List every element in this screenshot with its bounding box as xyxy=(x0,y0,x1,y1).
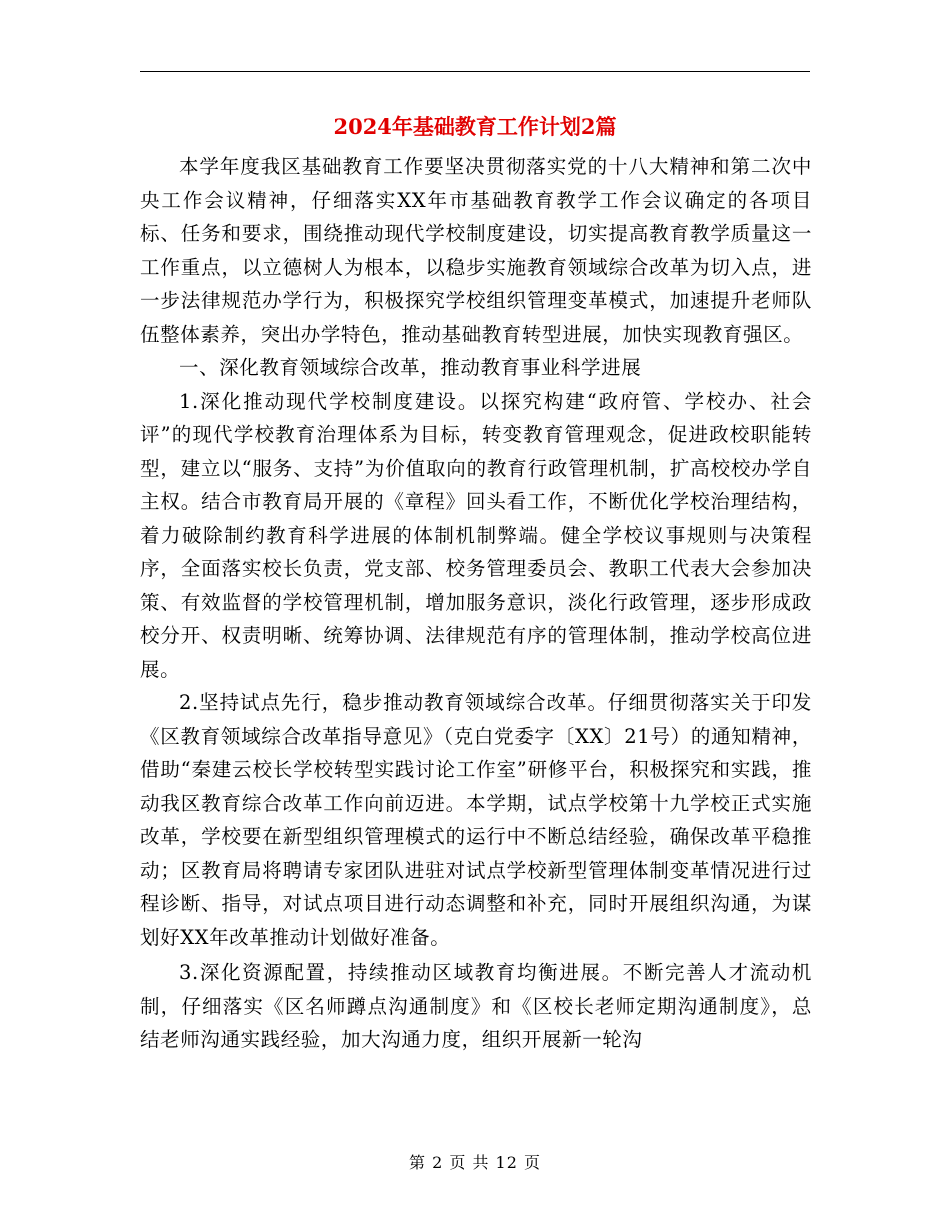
document-title: 2024年基础教育工作计划2篇 xyxy=(333,114,617,139)
paragraph-item-3: 3.深化资源配置，持续推动区域教育均衡进展。不断完善人才流动机制，仔细落实《区名师蹲点沟通制度》和《区校长老师定期沟通制度》，总结老师沟通实践经验，加大沟通力度，组织开展新一轮沟 xyxy=(140,961,812,1051)
page-footer: 第 2 页 共 12 页 xyxy=(409,1153,541,1172)
document-body xyxy=(140,150,812,1057)
section-heading-1: 一、深化教育领域综合改革，推动教育事业科学进展 xyxy=(179,356,642,379)
paragraph-item-2: 2.坚持试点先行，稳步推动教育领域综合改革。仔细贯彻落实关于印发《区教育领域综合改革指导意见》（克白党委字〔XX〕21号）的通知精神，借助“秦建云校长学校转型实践讨论工作室”研修平台，积极探究和实践，推动我区教育综合改革工作向前迈进。本学期，试点学校第十九学校正式实施改革，学校要在新型组织管理模式的运行中不断总结经验，确保改革平稳推动；区教育局将聘请专家团队进驻对试点学校新型管理体制变革情况进行过程诊断、指导，对试点项目进行动态调整和补充，同时开展组织沟通，为谋划好XX年改革推动计划做好准备。 xyxy=(140,691,812,949)
paragraph-item-1: 1.深化推动现代学校制度建设。以探究构建“政府管、学校办、社会评”的现代学校教育治理体系为目标，转变教育管理观念，促进政校职能转型，建立以“服务、支持”为价值取向的教育行政管理机制，扩高校校办学自主权。结合市教育局开展的《章程》回头看工作，不断优化学校治理结构，着力破除制约教育科学进展的体制机制弊端。健全学校议事规则与决策程序，全面落实校长负责，党支部、校务管理委员会、教职工代表大会参加决策、有效监督的学校管理机制，增加服务意识，淡化行政管理，逐步形成政校分开、权责明晰、统筹协调、法律规范有序的管理体制，推动学校高位进展。 xyxy=(140,389,812,681)
header-rule xyxy=(140,71,810,72)
paragraph-intro: 本学年度我区基础教育工作要坚决贯彻落实党的十八大精神和第二次中央工作会议精神，仔细落实XX年市基础教育教学工作会议确定的各项目标、任务和要求，围绕推动现代学校制度建设，切实提高教育教学质量这一工作重点，以立德树人为根本，以稳步实施教育领域综合改革为切入点，进一步法律规范办学行为，积极探究学校组织管理变革模式，加速提升老师队伍整体素养，突出办学特色，推动基础教育转型进展，加快实现教育强区。 xyxy=(140,155,812,346)
